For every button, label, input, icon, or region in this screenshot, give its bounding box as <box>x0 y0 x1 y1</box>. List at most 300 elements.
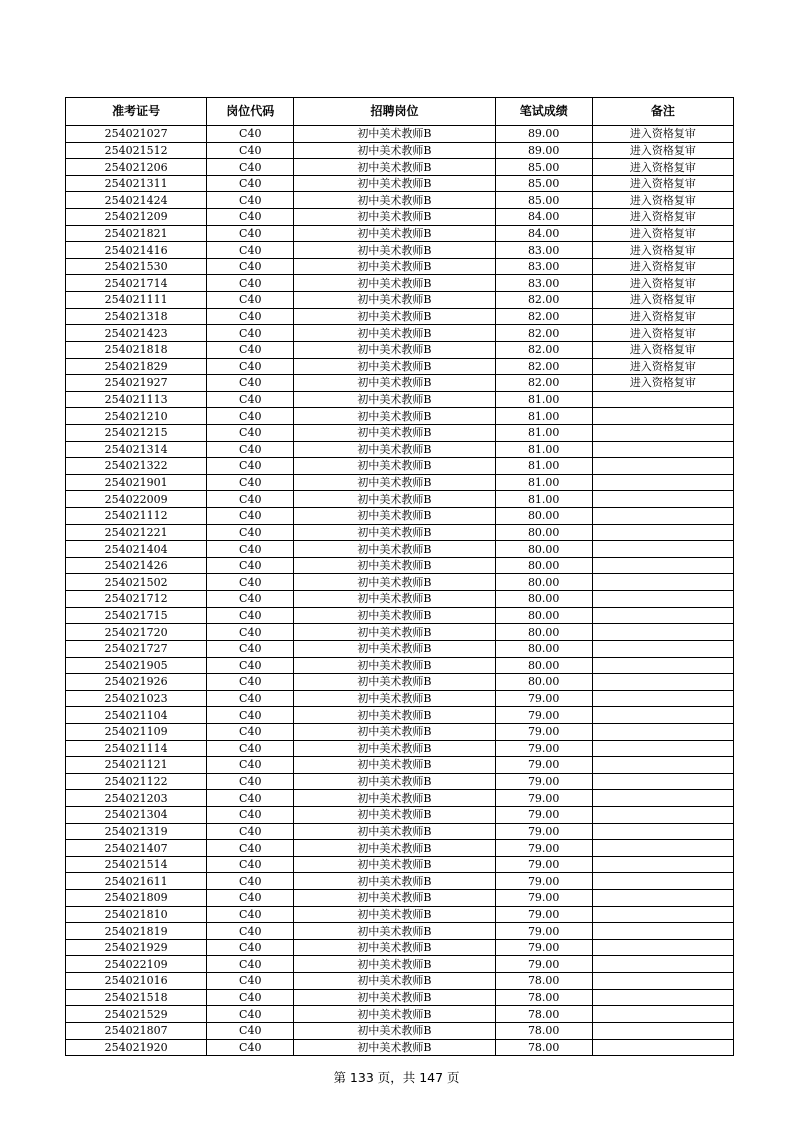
table-header-row <box>66 98 734 126</box>
position-code-cell: C40 <box>207 939 294 956</box>
score-cell: 80.00 <box>495 524 592 541</box>
remark-cell <box>592 574 733 591</box>
exam-id-cell: 254021122 <box>66 773 207 790</box>
score-cell: 79.00 <box>495 873 592 890</box>
position-code-cell: C40 <box>207 740 294 757</box>
score-cell: 83.00 <box>495 258 592 275</box>
position-name-cell: 初中美术教师B <box>294 192 495 209</box>
position-code-cell: C40 <box>207 624 294 641</box>
score-cell: 79.00 <box>495 757 592 774</box>
position-code-cell: C40 <box>207 308 294 325</box>
table-row <box>66 192 734 209</box>
remark-cell <box>592 391 733 408</box>
position-code-cell: C40 <box>207 541 294 558</box>
remark-cell <box>592 707 733 724</box>
position-code-cell: C40 <box>207 508 294 525</box>
remark-cell <box>592 640 733 657</box>
exam-id-cell: 254021530 <box>66 258 207 275</box>
score-cell: 81.00 <box>495 474 592 491</box>
exam-id-cell: 254021720 <box>66 624 207 641</box>
remark-cell <box>592 458 733 475</box>
table-row <box>66 308 734 325</box>
position-name-cell: 初中美术教师B <box>294 424 495 441</box>
position-name-cell: 初中美术教师B <box>294 341 495 358</box>
score-cell: 85.00 <box>495 175 592 192</box>
score-cell: 80.00 <box>495 640 592 657</box>
exam-id-cell: 254021322 <box>66 458 207 475</box>
position-code-cell: C40 <box>207 906 294 923</box>
remark-cell <box>592 806 733 823</box>
position-code-cell: C40 <box>207 341 294 358</box>
header-exam-id: 准考证号 <box>66 98 207 126</box>
position-name-cell: 初中美术教师B <box>294 591 495 608</box>
score-cell: 79.00 <box>495 723 592 740</box>
table-row <box>66 424 734 441</box>
remark-cell <box>592 690 733 707</box>
score-cell: 79.00 <box>495 856 592 873</box>
score-cell: 80.00 <box>495 674 592 691</box>
table-row <box>66 640 734 657</box>
position-name-cell: 初中美术教师B <box>294 973 495 990</box>
table-row <box>66 275 734 292</box>
remark-cell <box>592 674 733 691</box>
table-row <box>66 823 734 840</box>
position-name-cell: 初中美术教师B <box>294 225 495 242</box>
remark-cell: 进入资格复审 <box>592 142 733 159</box>
page-footer: 第 133 页，共 147 页 <box>333 1070 460 1085</box>
position-name-cell: 初中美术教师B <box>294 325 495 342</box>
exam-id-cell: 254021529 <box>66 1006 207 1023</box>
score-cell: 82.00 <box>495 341 592 358</box>
position-name-cell: 初中美术教师B <box>294 989 495 1006</box>
score-cell: 79.00 <box>495 773 592 790</box>
position-name-cell: 初中美术教师B <box>294 823 495 840</box>
position-name-cell: 初中美术教师B <box>294 840 495 857</box>
position-code-cell: C40 <box>207 258 294 275</box>
table-row <box>66 790 734 807</box>
exam-id-cell: 254021221 <box>66 524 207 541</box>
table-row <box>66 375 734 392</box>
score-cell: 84.00 <box>495 209 592 226</box>
remark-cell <box>592 508 733 525</box>
score-cell: 85.00 <box>495 159 592 176</box>
position-name-cell: 初中美术教师B <box>294 873 495 890</box>
position-name-cell: 初中美术教师B <box>294 126 495 143</box>
exam-id-cell: 254021727 <box>66 640 207 657</box>
score-cell: 79.00 <box>495 840 592 857</box>
exam-id-cell: 254021512 <box>66 142 207 159</box>
table-row <box>66 906 734 923</box>
remark-cell: 进入资格复审 <box>592 225 733 242</box>
table-row <box>66 939 734 956</box>
table-row <box>66 325 734 342</box>
remark-cell <box>592 624 733 641</box>
position-name-cell: 初中美术教师B <box>294 242 495 259</box>
score-cell: 83.00 <box>495 242 592 259</box>
score-cell: 84.00 <box>495 225 592 242</box>
score-cell: 79.00 <box>495 823 592 840</box>
score-cell: 80.00 <box>495 508 592 525</box>
score-cell: 82.00 <box>495 325 592 342</box>
exam-id-cell: 254021404 <box>66 541 207 558</box>
table-row <box>66 557 734 574</box>
position-name-cell: 初中美术教师B <box>294 441 495 458</box>
exam-id-cell: 254021423 <box>66 325 207 342</box>
position-code-cell: C40 <box>207 707 294 724</box>
position-name-cell: 初中美术教师B <box>294 491 495 508</box>
remark-cell <box>592 591 733 608</box>
position-name-cell: 初中美术教师B <box>294 624 495 641</box>
exam-id-cell: 254021818 <box>66 341 207 358</box>
position-code-cell: C40 <box>207 325 294 342</box>
score-cell: 89.00 <box>495 142 592 159</box>
position-name-cell: 初中美术教师B <box>294 408 495 425</box>
exam-id-cell: 254021113 <box>66 391 207 408</box>
position-code-cell: C40 <box>207 1039 294 1056</box>
remark-cell <box>592 474 733 491</box>
exam-id-cell: 254021416 <box>66 242 207 259</box>
position-code-cell: C40 <box>207 225 294 242</box>
score-cell: 79.00 <box>495 707 592 724</box>
position-name-cell: 初中美术教师B <box>294 1006 495 1023</box>
exam-id-cell: 254021319 <box>66 823 207 840</box>
table-row <box>66 973 734 990</box>
position-code-cell: C40 <box>207 192 294 209</box>
table-row <box>66 607 734 624</box>
position-code-cell: C40 <box>207 391 294 408</box>
score-cell: 82.00 <box>495 308 592 325</box>
position-name-cell: 初中美术教师B <box>294 209 495 226</box>
exam-id-cell: 254021920 <box>66 1039 207 1056</box>
remark-cell <box>592 890 733 907</box>
remark-cell <box>592 923 733 940</box>
exam-id-cell: 254021807 <box>66 1022 207 1039</box>
remark-cell: 进入资格复审 <box>592 308 733 325</box>
position-code-cell: C40 <box>207 873 294 890</box>
score-cell: 83.00 <box>495 275 592 292</box>
position-code-cell: C40 <box>207 358 294 375</box>
score-cell: 79.00 <box>495 806 592 823</box>
exam-id-cell: 254021121 <box>66 757 207 774</box>
score-cell: 81.00 <box>495 391 592 408</box>
exam-id-cell: 254021929 <box>66 939 207 956</box>
score-cell: 81.00 <box>495 458 592 475</box>
remark-cell: 进入资格复审 <box>592 258 733 275</box>
position-code-cell: C40 <box>207 424 294 441</box>
table-row <box>66 757 734 774</box>
position-name-cell: 初中美术教师B <box>294 275 495 292</box>
table-row <box>66 624 734 641</box>
position-code-cell: C40 <box>207 607 294 624</box>
remark-cell <box>592 1022 733 1039</box>
position-name-cell: 初中美术教师B <box>294 723 495 740</box>
position-name-cell: 初中美术教师B <box>294 508 495 525</box>
table-row <box>66 723 734 740</box>
table-row <box>66 1022 734 1039</box>
score-cell: 78.00 <box>495 1022 592 1039</box>
header-position-code: 岗位代码 <box>207 98 294 126</box>
score-cell: 80.00 <box>495 624 592 641</box>
remark-cell <box>592 723 733 740</box>
exam-id-cell: 254021518 <box>66 989 207 1006</box>
table-row <box>66 292 734 309</box>
position-name-cell: 初中美术教师B <box>294 856 495 873</box>
position-name-cell: 初中美术教师B <box>294 806 495 823</box>
position-name-cell: 初中美术教师B <box>294 790 495 807</box>
table-row <box>66 873 734 890</box>
position-code-cell: C40 <box>207 142 294 159</box>
score-cell: 78.00 <box>495 973 592 990</box>
score-cell: 79.00 <box>495 890 592 907</box>
remark-cell: 进入资格复审 <box>592 292 733 309</box>
exam-id-cell: 254021926 <box>66 674 207 691</box>
table-row <box>66 242 734 259</box>
position-name-cell: 初中美术教师B <box>294 640 495 657</box>
exam-id-cell: 254022009 <box>66 491 207 508</box>
exam-id-cell: 254021821 <box>66 225 207 242</box>
position-code-cell: C40 <box>207 1006 294 1023</box>
remark-cell: 进入资格复审 <box>592 275 733 292</box>
table-row <box>66 458 734 475</box>
position-code-cell: C40 <box>207 690 294 707</box>
table-row <box>66 674 734 691</box>
table-row <box>66 474 734 491</box>
header-position-name: 招聘岗位 <box>294 98 495 126</box>
exam-id-cell: 254021514 <box>66 856 207 873</box>
remark-cell: 进入资格复审 <box>592 159 733 176</box>
position-name-cell: 初中美术教师B <box>294 358 495 375</box>
position-name-cell: 初中美术教师B <box>294 607 495 624</box>
score-cell: 79.00 <box>495 790 592 807</box>
score-cell: 79.00 <box>495 923 592 940</box>
table-row <box>66 508 734 525</box>
position-code-cell: C40 <box>207 790 294 807</box>
table-row <box>66 1039 734 1056</box>
position-name-cell: 初中美术教师B <box>294 906 495 923</box>
position-code-cell: C40 <box>207 973 294 990</box>
remark-cell: 进入资格复审 <box>592 192 733 209</box>
table-row <box>66 209 734 226</box>
table-row <box>66 740 734 757</box>
score-cell: 81.00 <box>495 441 592 458</box>
table-row <box>66 358 734 375</box>
position-code-cell: C40 <box>207 640 294 657</box>
score-cell: 80.00 <box>495 591 592 608</box>
exam-id-cell: 254021819 <box>66 923 207 940</box>
position-code-cell: C40 <box>207 723 294 740</box>
position-code-cell: C40 <box>207 159 294 176</box>
table-row <box>66 806 734 823</box>
position-code-cell: C40 <box>207 458 294 475</box>
score-cell: 79.00 <box>495 906 592 923</box>
score-cell: 82.00 <box>495 292 592 309</box>
table-row <box>66 856 734 873</box>
position-code-cell: C40 <box>207 242 294 259</box>
remark-cell <box>592 989 733 1006</box>
position-code-cell: C40 <box>207 441 294 458</box>
score-cell: 79.00 <box>495 740 592 757</box>
position-name-cell: 初中美术教师B <box>294 541 495 558</box>
exam-id-cell: 254021829 <box>66 358 207 375</box>
remark-cell <box>592 408 733 425</box>
remark-cell <box>592 441 733 458</box>
exam-id-cell: 254021407 <box>66 840 207 857</box>
position-code-cell: C40 <box>207 175 294 192</box>
table-row <box>66 591 734 608</box>
remark-cell: 进入资格复审 <box>592 242 733 259</box>
position-code-cell: C40 <box>207 806 294 823</box>
score-cell: 85.00 <box>495 192 592 209</box>
position-code-cell: C40 <box>207 989 294 1006</box>
position-code-cell: C40 <box>207 275 294 292</box>
score-cell: 78.00 <box>495 989 592 1006</box>
position-code-cell: C40 <box>207 657 294 674</box>
position-name-cell: 初中美术教师B <box>294 458 495 475</box>
remark-cell <box>592 541 733 558</box>
position-code-cell: C40 <box>207 557 294 574</box>
table-row <box>66 956 734 973</box>
position-code-cell: C40 <box>207 591 294 608</box>
exam-id-cell: 254021203 <box>66 790 207 807</box>
remark-cell <box>592 607 733 624</box>
position-name-cell: 初中美术教师B <box>294 258 495 275</box>
remark-cell <box>592 657 733 674</box>
position-name-cell: 初中美术教师B <box>294 142 495 159</box>
exam-id-cell: 254021114 <box>66 740 207 757</box>
exam-id-cell: 254021901 <box>66 474 207 491</box>
position-code-cell: C40 <box>207 375 294 392</box>
remark-cell <box>592 939 733 956</box>
position-name-cell: 初中美术教师B <box>294 690 495 707</box>
position-code-cell: C40 <box>207 292 294 309</box>
position-name-cell: 初中美术教师B <box>294 674 495 691</box>
exam-id-cell: 254021215 <box>66 424 207 441</box>
position-name-cell: 初中美术教师B <box>294 1039 495 1056</box>
position-code-cell: C40 <box>207 674 294 691</box>
score-cell: 79.00 <box>495 939 592 956</box>
header-written-score: 笔试成绩 <box>495 98 592 126</box>
remark-cell <box>592 757 733 774</box>
remark-cell: 进入资格复审 <box>592 375 733 392</box>
position-code-cell: C40 <box>207 856 294 873</box>
remark-cell: 进入资格复审 <box>592 325 733 342</box>
exam-id-cell: 254021318 <box>66 308 207 325</box>
remark-cell <box>592 973 733 990</box>
exam-id-cell: 254021206 <box>66 159 207 176</box>
exam-id-cell: 254021715 <box>66 607 207 624</box>
score-cell: 80.00 <box>495 557 592 574</box>
exam-id-cell: 254021016 <box>66 973 207 990</box>
table-row <box>66 391 734 408</box>
position-name-cell: 初中美术教师B <box>294 956 495 973</box>
table-row <box>66 890 734 907</box>
exam-id-cell: 254021111 <box>66 292 207 309</box>
exam-id-cell: 254021311 <box>66 175 207 192</box>
remark-cell: 进入资格复审 <box>592 175 733 192</box>
position-name-cell: 初中美术教师B <box>294 773 495 790</box>
header-remark: 备注 <box>592 98 733 126</box>
score-cell: 80.00 <box>495 657 592 674</box>
exam-id-cell: 254021209 <box>66 209 207 226</box>
position-name-cell: 初中美术教师B <box>294 292 495 309</box>
remark-cell <box>592 823 733 840</box>
table-row <box>66 923 734 940</box>
score-cell: 81.00 <box>495 424 592 441</box>
score-cell: 78.00 <box>495 1006 592 1023</box>
position-code-cell: C40 <box>207 890 294 907</box>
exam-id-cell: 254021809 <box>66 890 207 907</box>
table-row <box>66 707 734 724</box>
table-row <box>66 840 734 857</box>
score-cell: 80.00 <box>495 574 592 591</box>
score-cell: 78.00 <box>495 1039 592 1056</box>
table-row <box>66 524 734 541</box>
table-row <box>66 126 734 143</box>
remark-cell: 进入资格复审 <box>592 126 733 143</box>
table-row <box>66 142 734 159</box>
remark-cell <box>592 906 733 923</box>
score-cell: 80.00 <box>495 607 592 624</box>
exam-id-cell: 254021424 <box>66 192 207 209</box>
remark-cell <box>592 557 733 574</box>
exam-id-cell: 254021027 <box>66 126 207 143</box>
position-name-cell: 初中美术教师B <box>294 391 495 408</box>
exam-id-cell: 254021304 <box>66 806 207 823</box>
position-name-cell: 初中美术教师B <box>294 923 495 940</box>
table-row <box>66 159 734 176</box>
position-name-cell: 初中美术教师B <box>294 159 495 176</box>
position-name-cell: 初中美术教师B <box>294 524 495 541</box>
position-name-cell: 初中美术教师B <box>294 175 495 192</box>
remark-cell: 进入资格复审 <box>592 358 733 375</box>
position-name-cell: 初中美术教师B <box>294 1022 495 1039</box>
table-row <box>66 258 734 275</box>
position-code-cell: C40 <box>207 574 294 591</box>
table-row <box>66 1006 734 1023</box>
remark-cell <box>592 740 733 757</box>
position-name-cell: 初中美术教师B <box>294 474 495 491</box>
remark-cell <box>592 840 733 857</box>
exam-id-cell: 254021611 <box>66 873 207 890</box>
exam-id-cell: 254022109 <box>66 956 207 973</box>
exam-id-cell: 254021927 <box>66 375 207 392</box>
table-row <box>66 491 734 508</box>
position-name-cell: 初中美术教师B <box>294 707 495 724</box>
table-row <box>66 773 734 790</box>
remark-cell: 进入资格复审 <box>592 209 733 226</box>
exam-id-cell: 254021714 <box>66 275 207 292</box>
remark-cell <box>592 491 733 508</box>
exam-id-cell: 254021314 <box>66 441 207 458</box>
table-row <box>66 341 734 358</box>
position-code-cell: C40 <box>207 823 294 840</box>
position-code-cell: C40 <box>207 126 294 143</box>
remark-cell <box>592 790 733 807</box>
score-cell: 80.00 <box>495 541 592 558</box>
position-code-cell: C40 <box>207 474 294 491</box>
score-cell: 81.00 <box>495 408 592 425</box>
exam-id-cell: 254021905 <box>66 657 207 674</box>
position-name-cell: 初中美术教师B <box>294 890 495 907</box>
score-cell: 82.00 <box>495 375 592 392</box>
remark-cell <box>592 956 733 973</box>
position-code-cell: C40 <box>207 209 294 226</box>
score-cell: 81.00 <box>495 491 592 508</box>
table-row <box>66 225 734 242</box>
remark-cell <box>592 524 733 541</box>
exam-id-cell: 254021023 <box>66 690 207 707</box>
exam-id-cell: 254021810 <box>66 906 207 923</box>
